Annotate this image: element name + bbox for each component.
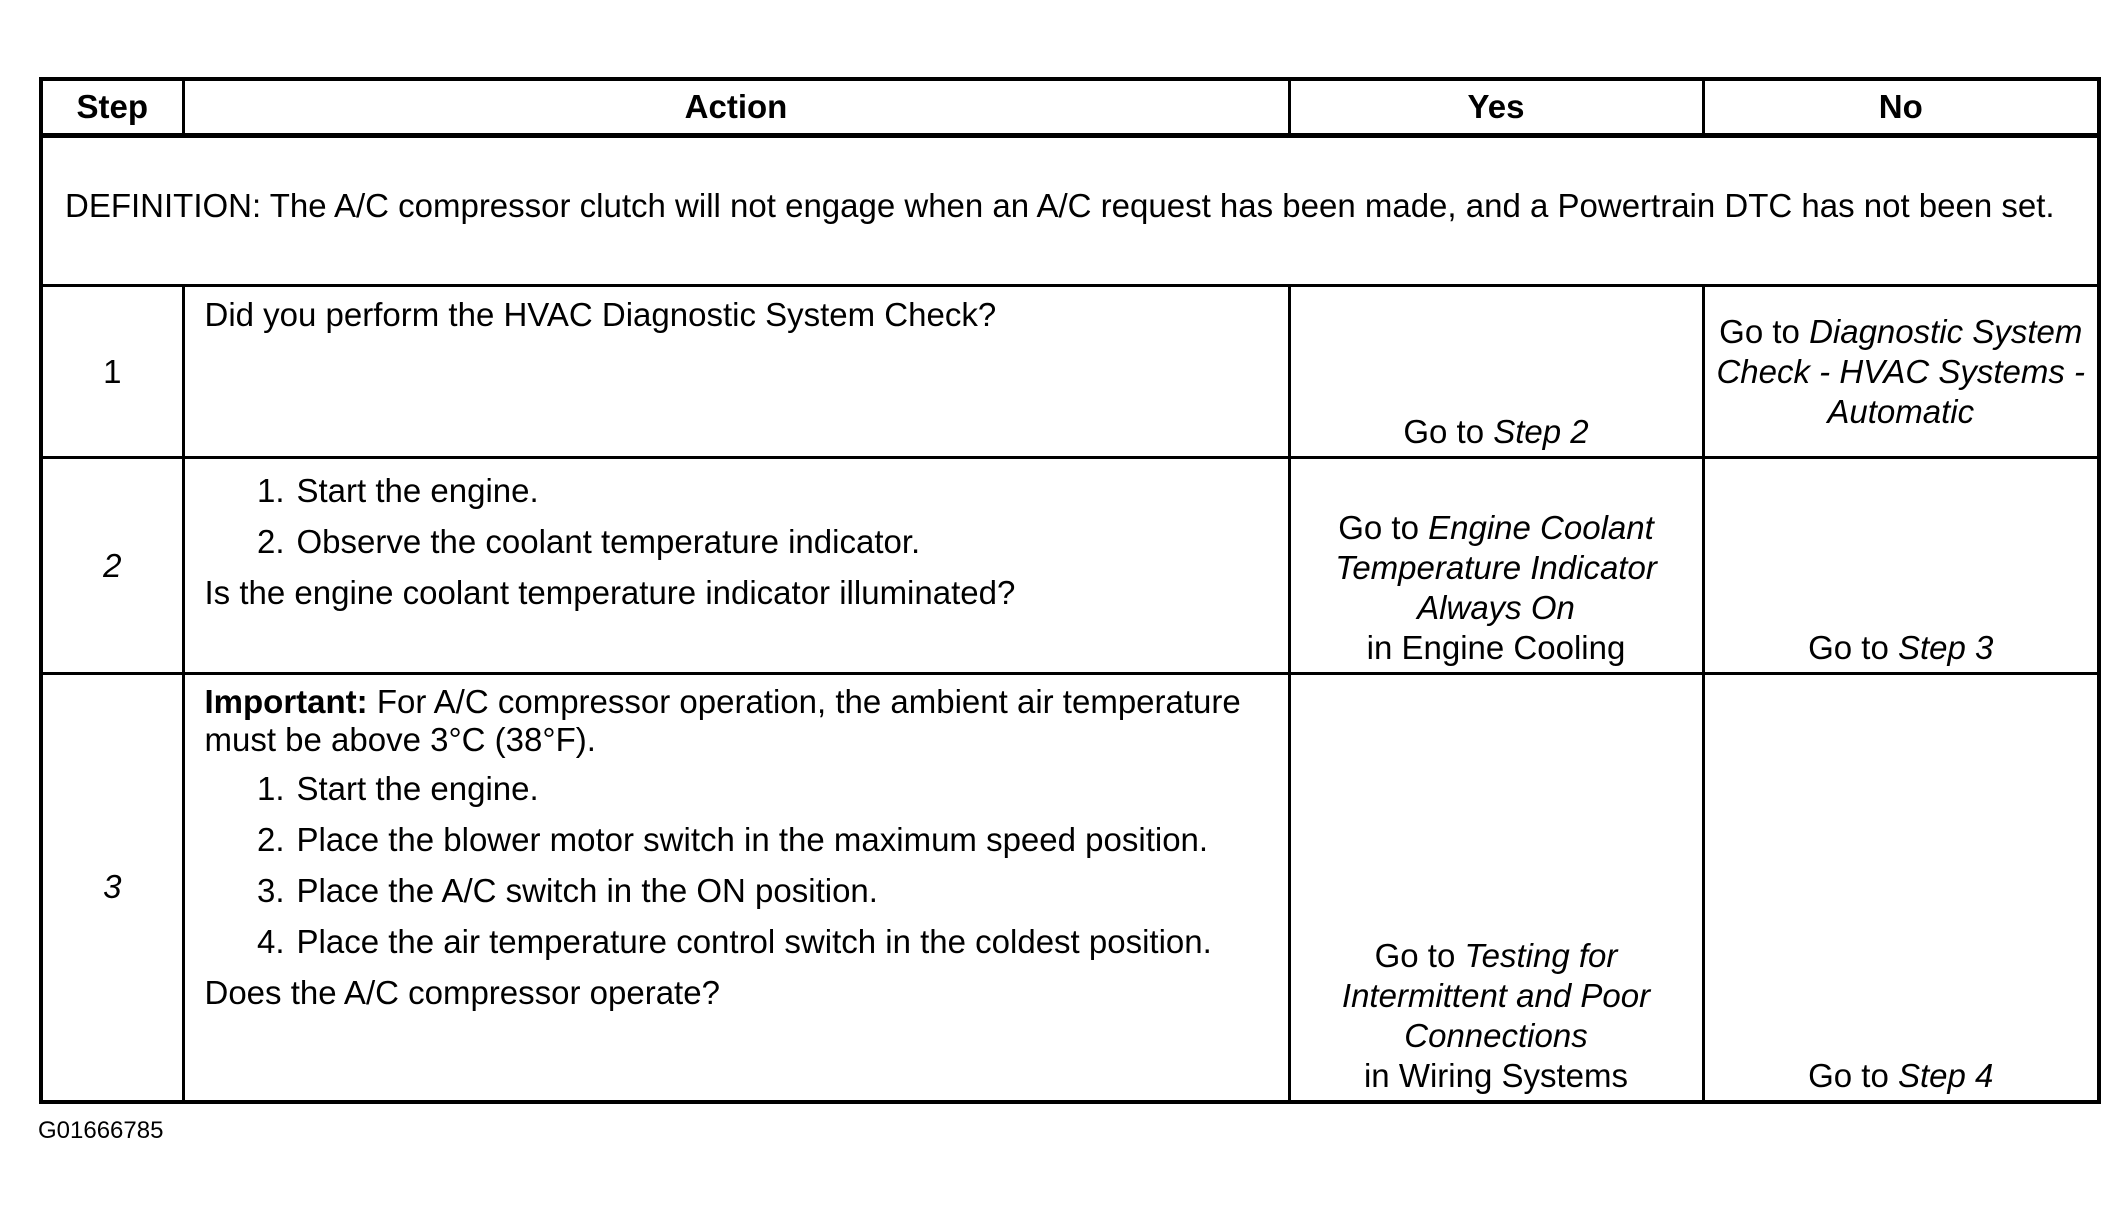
no-cell	[1703, 286, 2099, 458]
step-number: 2	[41, 458, 183, 674]
no-prefix: Go to	[1719, 312, 1800, 350]
no-link[interactable]: Diagnostic System Check - HVAC Systems - Automatic	[1716, 312, 2086, 430]
list-item: 4. Place the air temperature control switch in the coldest position.	[256, 923, 1212, 960]
yes-link[interactable]: Step 2	[1493, 413, 1589, 450]
action-steps	[205, 769, 1268, 962]
action-question: Does the A/C compressor operate?	[204, 974, 720, 1011]
step-number: 3	[41, 674, 183, 1102]
step-number: 1	[41, 286, 183, 458]
list-item: 2. Place the blower motor switch in the maximum speed position.	[256, 821, 1209, 858]
diagnostic-table	[39, 77, 2101, 1104]
header-no: No	[1703, 79, 2099, 136]
important-label: Important:	[204, 683, 368, 720]
no-cell	[1703, 458, 2099, 674]
list-item: 3. Place the A/C switch in the ON position.	[256, 872, 878, 909]
figure-id: G01666785	[38, 1117, 164, 1144]
list-item: 2. Observe the coolant temperature indicator.	[256, 523, 921, 560]
yes-prefix: Go to	[1374, 936, 1456, 974]
yes-prefix: Go to	[1338, 509, 1419, 546]
yes-cell	[1289, 286, 1703, 458]
table-row	[41, 286, 2099, 458]
list-item: 1. Start the engine.	[256, 472, 539, 509]
no-link[interactable]: Step 4	[1897, 1056, 1994, 1094]
table-row	[41, 674, 2099, 1102]
action-steps	[205, 471, 1268, 562]
no-link[interactable]: Step 3	[1897, 629, 1994, 666]
important-text: For A/C compressor operation, the ambient air temperature must be above 3°C (38°F).	[204, 683, 1241, 758]
yes-cell	[1289, 458, 1703, 674]
table-row	[41, 458, 2099, 674]
yes-cell	[1289, 674, 1703, 1102]
action-cell	[183, 458, 1289, 674]
header-step: Step	[41, 79, 183, 136]
action-question: Is the engine coolant temperature indicator illuminated?	[204, 574, 1016, 611]
list-item: 1. Start the engine.	[256, 770, 539, 807]
action-question: Did you perform the HVAC Diagnostic System Check?	[204, 296, 997, 333]
header-row	[41, 79, 2099, 136]
header-action: Action	[183, 79, 1289, 136]
yes-suffix: in Wiring Systems	[1363, 1056, 1629, 1094]
no-prefix: Go to	[1808, 1056, 1889, 1094]
yes-prefix: Go to	[1403, 413, 1485, 450]
yes-suffix: in Engine Cooling	[1366, 629, 1626, 666]
important-note	[205, 683, 1268, 759]
header-yes: Yes	[1289, 79, 1703, 136]
action-cell	[183, 674, 1289, 1102]
no-prefix: Go to	[1808, 629, 1889, 666]
definition-row	[41, 136, 2099, 286]
no-cell	[1703, 674, 2099, 1102]
action-cell	[183, 286, 1289, 458]
yes-link[interactable]: Engine Coolant Temperature Indicator Always On	[1335, 509, 1657, 626]
definition-text: DEFINITION: The A/C compressor clutch will not engage when an A/C request has been made, and a Powertrain DTC has not been set.	[41, 136, 2099, 286]
yes-link[interactable]: Testing for Intermittent and Poor Connections	[1341, 936, 1651, 1054]
